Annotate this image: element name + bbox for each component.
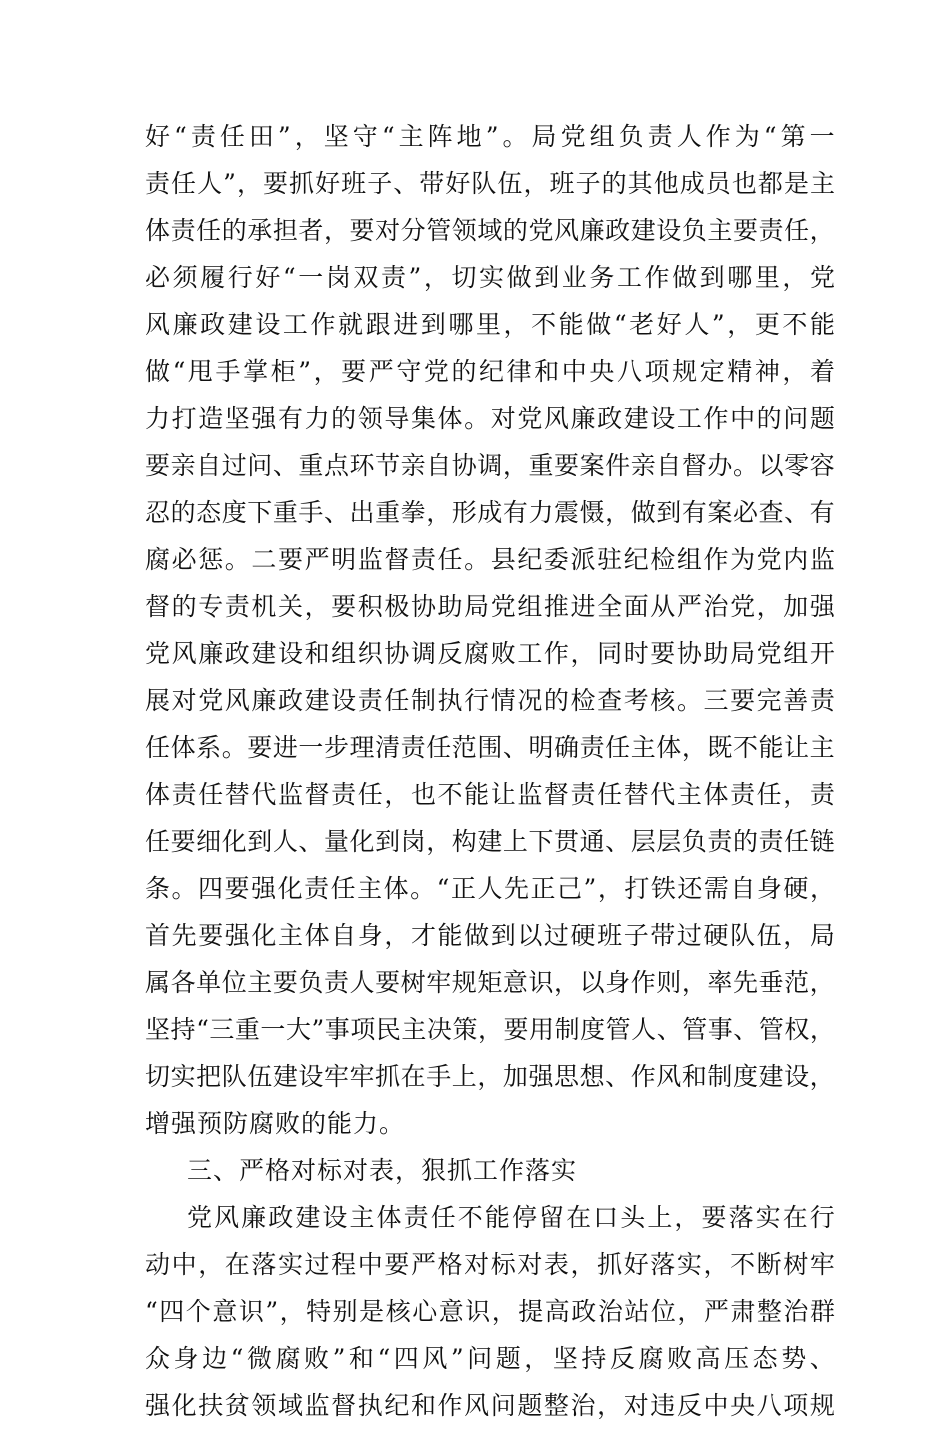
text-line: 展 对 党 风 廉 政 建 设 责 任 制 执 行 情 况 的 检 查 考 核 。 三 要 完 善 责 (145, 686, 835, 715)
text-line: 条 。 四 要 强 化 责 任 主 体 。 “ 正 人 先 正 己 ” ， 打 铁 还 需 自 身 硬 ， (145, 874, 835, 903)
text-line: 任 要 细 化 到 人 、 量 化 到 岗 ， 构 建 上 下 贯 通 、 层 层 负 责 的 责 任 链 (145, 827, 835, 856)
text-line-paragraph-start: 党 风 廉 政 建 设 主 体 责 任 不 能 停 留 在 口 头 上 ， 要 落 实 在 行 (187, 1203, 835, 1232)
document-body (145, 113, 835, 1429)
text-line: 属 各 单 位 主 要 负 责 人 要 树 牢 规 矩 意 识 ， 以 身 作 则 ， 率 先 垂 范 ， (145, 968, 835, 997)
text-line: 好 “ 责 任 田 ” ， 坚 守 “ 主 阵 地 ” 。 局 党 组 负 责 人 作 为 “ 第 一 (145, 122, 835, 151)
text-line: 体 责 任 替 代 监 督 责 任 ， 也 不 能 让 监 督 责 任 替 代 主 体 责 任 ， 责 (145, 780, 835, 809)
text-line: 强 化 扶 贫 领 域 监 督 执 纪 和 作 风 问 题 整 治 ， 对 违 反 中 央 八 项 规 (145, 1391, 835, 1420)
section-heading: 三、严格对标对表，狠抓工作落实 (187, 1156, 578, 1185)
text-line: 首 先 要 强 化 主 体 自 身 ， 才 能 做 到 以 过 硬 班 子 带 过 硬 队 伍 ， 局 (145, 921, 835, 950)
text-line: 要 亲 自 过 问 、 重 点 环 节 亲 自 协 调 ， 重 要 案 件 亲 自 督 办 。 以 零 容 (145, 451, 835, 480)
text-line: 切 实 把 队 伍 建 设 牢 牢 抓 在 手 上 ， 加 强 思 想 、 作 风 和 制 度 建 设 ， (145, 1062, 835, 1091)
text-line: 督 的 专 责 机 关 ， 要 积 极 协 助 局 党 组 推 进 全 面 从 严 治 党 ， 加 强 (145, 592, 835, 621)
text-line: 动 中 ， 在 落 实 过 程 中 要 严 格 对 标 对 表 ， 抓 好 落 实 ， 不 断 树 牢 (145, 1250, 835, 1279)
text-line: “ 四 个 意 识 ” ， 特 别 是 核 心 意 识 ， 提 高 政 治 站 位 ， 严 肃 整 治 群 (145, 1297, 835, 1326)
text-line-paragraph-end: 增强预防腐败的能力。 (145, 1109, 406, 1138)
text-line: 忍 的 态 度 下 重 手 、 出 重 拳 ， 形 成 有 力 震 慑 ， 做 到 有 案 必 查 、 有 (145, 498, 835, 527)
text-line: 责 任 人 ” ， 要 抓 好 班 子 、 带 好 队 伍 ， 班 子 的 其 他 成 员 也 都 是 主 (145, 169, 835, 198)
text-line: 风 廉 政 建 设 工 作 就 跟 进 到 哪 里 ， 不 能 做 “ 老 好 人 ” ， 更 不 能 (145, 310, 835, 339)
text-line: 做 “ 甩 手 掌 柜 ” ， 要 严 守 党 的 纪 律 和 中 央 八 项 规 定 精 神 ， 着 (145, 357, 835, 386)
text-line: 体 责 任 的 承 担 者 ， 要 对 分 管 领 域 的 党 风 廉 政 建 设 负 主 要 责 任 ， (145, 216, 835, 245)
text-line: 力 打 造 坚 强 有 力 的 领 导 集 体 。 对 党 风 廉 政 建 设 工 作 中 的 问 题 (145, 404, 835, 433)
text-line: 坚 持 “ 三 重 一 大 ” 事 项 民 主 决 策 ， 要 用 制 度 管 人 、 管 事 、 管 权 ， (145, 1015, 835, 1044)
text-line: 党 风 廉 政 建 设 和 组 织 协 调 反 腐 败 工 作 ， 同 时 要 协 助 局 党 组 开 (145, 639, 835, 668)
text-line: 腐 必 惩 。 二 要 严 明 监 督 责 任 。 县 纪 委 派 驻 纪 检 组 作 为 党 内 监 (145, 545, 835, 574)
text-line: 众 身 边 “ 微 腐 败 ” 和 “ 四 风 ” 问 题 ， 坚 持 反 腐 败 高 压 态 势 、 (145, 1344, 835, 1373)
text-line: 必 须 履 行 好 “ 一 岗 双 责 ” ， 切 实 做 到 业 务 工 作 做 到 哪 里 ， 党 (145, 263, 835, 292)
text-line: 任 体 系 。 要 进 一 步 理 清 责 任 范 围 、 明 确 责 任 主 体 ， 既 不 能 让 主 (145, 733, 835, 762)
